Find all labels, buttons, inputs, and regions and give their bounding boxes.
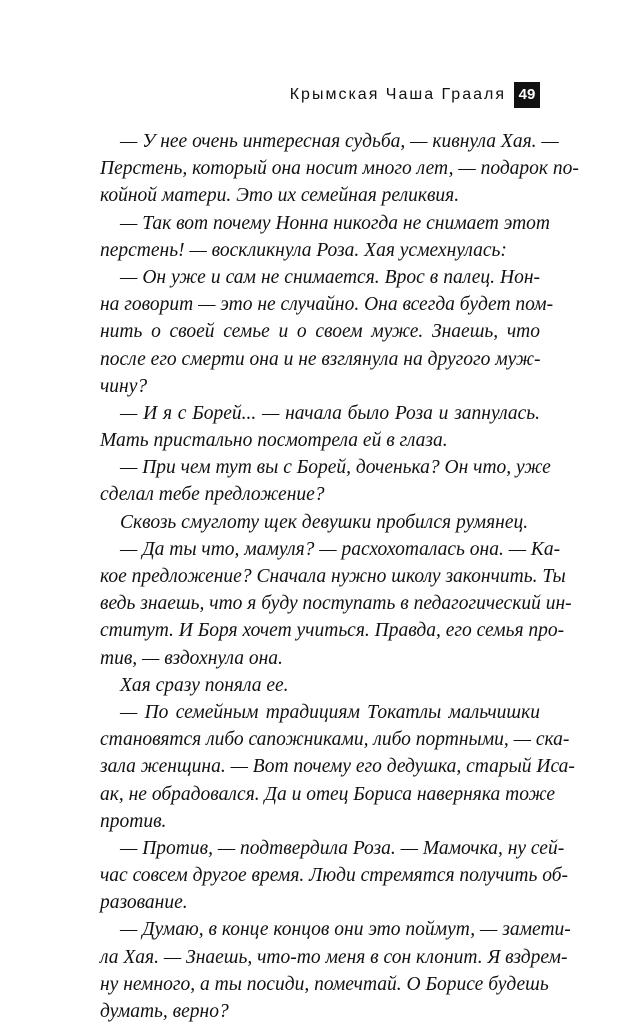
text-line: перстень! — воскликнула Роза. Хая усмехнулась:: [100, 239, 507, 261]
text-line: — У нее очень интересная судьба, — кивнула Хая. —: [120, 131, 559, 152]
text-line: Сквозь смуглоту щек девушки пробился румянец.: [120, 511, 529, 533]
text-line: — Да ты что, мамуля? — расхохоталась она. — Ка-: [120, 538, 561, 560]
page-number: 49: [514, 82, 540, 108]
text-line: ну немного, а ты посиди, помечтай. О Борисе будешь: [100, 973, 549, 995]
text-line: — Против, — подтвердила Роза. — Мамочка, ну сей-: [120, 837, 565, 859]
page-header: [0, 82, 641, 112]
text-line: после его смерти она и не взглянула на другого муж-: [100, 348, 541, 370]
text-line: койной матери. Это их семейная реликвия.: [100, 185, 460, 207]
text-line: — И я с Борей... — начала было Роза и запнулась.: [120, 402, 540, 424]
text-line: Мать пристально посмотрела ей в глаза.: [100, 430, 448, 452]
text-line: разование.: [100, 892, 188, 914]
text-line: думать, верно?: [100, 1001, 229, 1022]
text-line: час совсем другое время. Люди стремятся получить об-: [100, 865, 569, 887]
text-line: сделал тебе предложение?: [100, 484, 325, 506]
text-line: ла Хая. — Знаешь, что-то меня в сон клонит. Я вздрем-: [100, 946, 568, 968]
text-line: — Так вот почему Нонна никогда не снимает этот: [120, 212, 550, 234]
text-line: тив, — вздохнула она.: [100, 647, 283, 669]
text-line: нить о своей семье и о своем муже. Знаешь, что: [100, 321, 540, 343]
text-line: ак, не обрадовался. Да и отец Бориса наверняка тоже: [100, 783, 556, 805]
text-line: ведь знаешь, что я буду поступать в педагогический ин-: [100, 593, 572, 615]
text-line: зала женщина. — Вот почему его дедушка, старый Иса-: [100, 756, 575, 778]
text-line: Перстень, который она носит много лет, — подарок по-: [100, 158, 579, 180]
body-text: [100, 128, 579, 1025]
text-line: кое предложение? Сначала нужно школу закончить. Ты: [100, 566, 566, 587]
running-title: Крымская Чаша Грааля: [289, 86, 506, 103]
text-line: на говорит — это не случайно. Она всегда будет пом-: [100, 294, 554, 316]
text-line: чину?: [100, 375, 148, 397]
text-line: против.: [100, 810, 167, 832]
text-line: — При чем тут вы с Борей, доченька? Он что, уже: [120, 457, 551, 479]
text-line: ститут. И Боря хочет учиться. Правда, его семья про-: [100, 620, 565, 642]
text-line: — Он уже и сам не снимается. Врос в палец. Нон-: [120, 266, 540, 288]
text-line: — Думаю, в конце концов они это поймут, — замети-: [120, 919, 571, 941]
text-line: Хая сразу поняла ее.: [120, 674, 289, 696]
text-line: становятся либо сапожниками, либо портными, — ска-: [100, 729, 570, 751]
text-line: — По семейным традициям Токатлы мальчишки: [120, 701, 540, 723]
